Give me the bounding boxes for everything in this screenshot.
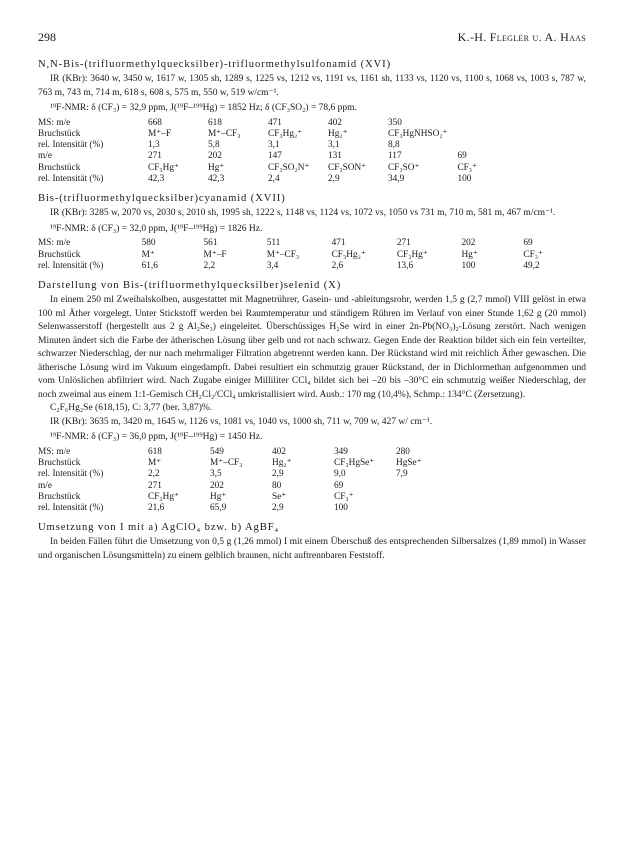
nmr-data: ¹⁹F-NMR: δ (CF₃) = 32,0 ppm, J(¹⁹F–¹⁹⁹Hg) = 1826 Hz.	[50, 223, 263, 234]
ms-cell: M⁺	[141, 249, 155, 260]
ms-cell: 3,1	[268, 140, 280, 151]
ms-cell: 69	[334, 480, 344, 491]
nmr-data: ¹⁹F-NMR: δ (CF₃) = 32,9 ppm, J(¹⁹F–¹⁹⁹Hg) = 1852 Hz; δ (CF₃SO₂) = 78,6 ppm.	[50, 103, 357, 113]
ms-cell: 402	[272, 446, 286, 457]
ms-cell: CF₃SO₂N⁺	[268, 162, 310, 173]
section-x	[38, 280, 586, 514]
section-silver-salts	[38, 522, 586, 563]
ms-cell: CF₃SON⁺	[328, 162, 367, 173]
ms-table	[38, 238, 586, 272]
ir-data: IR (KBr): 3635 m, 3420 m, 1645 w, 1126 vs, 1081 vs, 1040 vs, 1000 sh, 711 w, 709 w, 427 w/ cm⁻¹.	[50, 416, 433, 427]
ms-cell: 349	[334, 446, 348, 457]
ms-cell	[396, 492, 458, 503]
ms-row-label: rel. Intensität (%)	[38, 469, 104, 480]
section-xvii	[38, 193, 586, 272]
ir-data: IR (KBr): 3640 w, 3450 w, 1617 w, 1305 sh, 1289 s, 1225 vs, 1212 vs, 1191 vs, 1161 sh, 1133 vs, 1120 vs, 1100 s, 1068 vs, 1003 s, 787 w, 763 m, 743 m, 714 m, 618 s, 608 s, 575 m, 550 w, 519 w/cm⁻¹.	[38, 74, 586, 98]
ms-row	[38, 163, 517, 174]
ms-row-label: rel. Intensität (%)	[38, 260, 104, 271]
ms-row	[38, 238, 586, 249]
ms-cell: 471	[331, 238, 346, 249]
ms-cell: 402	[328, 117, 342, 128]
ms-cell: 271	[396, 238, 411, 249]
ms-cell: M⁺–F	[203, 249, 227, 260]
ms-cell: Hg₂⁺	[272, 457, 292, 468]
ms-cell: 511	[266, 238, 281, 249]
ms-row	[38, 118, 517, 129]
ms-cell: M⁺–F	[148, 128, 171, 139]
ms-cell: 34,9	[388, 173, 405, 184]
ms-cell: 2,4	[268, 173, 280, 184]
ms-cell: 131	[328, 151, 342, 162]
ms-row	[38, 503, 458, 514]
ms-cell: 49,2	[523, 260, 540, 271]
ms-row-label: Bruchstück	[38, 457, 81, 468]
ms-cell: M⁺	[148, 457, 162, 468]
ms-row-label: rel. Intensität (%)	[38, 140, 104, 151]
page-number: 298	[38, 30, 56, 44]
ms-row	[38, 250, 586, 261]
ms-cell: M⁺–CF₃	[266, 249, 300, 260]
ms-cell: 61,6	[141, 260, 158, 271]
ms-cell: CF₃⁺	[334, 491, 354, 502]
ms-cell: 8,8	[388, 140, 400, 151]
ms-cell: CF₃⁺	[523, 249, 543, 260]
ms-row	[38, 129, 517, 140]
ms-row-label: rel. Intensität (%)	[38, 503, 104, 514]
ms-cell: 100	[334, 503, 348, 514]
ms-cell: 2,9	[272, 503, 284, 514]
ms-cell: Hg⁺	[208, 162, 225, 173]
ms-row	[38, 492, 458, 503]
ms-cell: CF₃Hg⁺	[148, 162, 179, 173]
ms-cell: CF₃Hg⁺	[148, 491, 179, 502]
ms-cell: 202	[210, 480, 224, 491]
reaction-paragraph: In beiden Fällen führt die Umsetzung von 0,5 g (1,26 mmol) I mit einem Überschuß des entsprechenden Silbersalzes (1,89 mmol) in Wasser und organischen Lösungsmitteln) zu einem gelblich braunen, nicht auftrennbaren Feststoff.	[38, 537, 586, 561]
ms-cell: 9,0	[334, 469, 346, 480]
ms-cell: CF₃HgSe⁺	[334, 457, 375, 468]
ms-row-label: Bruchstück	[38, 249, 81, 260]
ms-cell: 65,9	[210, 503, 227, 514]
ms-cell: 580	[141, 238, 156, 249]
ms-cell: 3,5	[210, 469, 222, 480]
ir-data: IR (KBr): 3285 w, 2070 vs, 2030 s, 2010 sh, 1995 sh, 1222 s, 1148 vs, 1124 vs, 1072 vs, 1050 vs 731 m, 710 m, 581 m, 467 m/cm⁻¹.	[50, 208, 556, 219]
ms-cell: 3,1	[328, 140, 340, 151]
ms-row-label: MS: m/e	[38, 446, 71, 457]
ms-cell: CF₃Hg₂⁺	[268, 128, 303, 139]
ms-cell: CF₃Hg₂⁺	[331, 249, 366, 260]
ms-cell: 549	[210, 446, 224, 457]
procedure-paragraph: In einem 250 ml Zweihalskolben, ausgestattet mit Magnetrührer, Gasein- und -ableitungsrohr, werden 1,5 g (2,7 mmol) VIII gelöst in etwa 100 ml Äther vorgelegt. Unter Stickstoff werden bei Raumtemperatur und ständigem Rühren im Verlauf von einer Stunde 1,62 g (20 mmol) Selenwasserstoff (hergestellt aus 2 g Al₂Se₃) eingeleitet. Überschüssiges H₂Se wird in einer 2n-Pb(NO₃)₂-Lösung zerstört. Nach wenigen Minuten ändert sich die Farbe der ätherischen Lösung über gelb und rot nach schwarz. Gegen Ende der Reaktion bildet sich ein fein verteilter, schwarzer Niederschlag, der nur nach mehrmaliger Filtration abgetrennt werden kann. Der Rückstand wird mit reichlich Äther gewaschen. Die ätherische Lösung wird im Vakuum eingedampft. Dabei resultiert ein schmutzig grauer Rückstand, der in Dichlormethan aufgenommen und vom Unlöslichen abfiltriert wird. Nach Zugabe einiger Milliliter CCl₄ bildet sich bei –20 bis –30°C ein schmutzig weißer Niederschlag, der noch zweimal aus einem 1:1-Gemisch CH₂Cl₂/CCl₄ umkristallisiert wird. Ausb.: 170 mg (10,4%), Schmp.: 134°C (Zersetzung).	[38, 295, 586, 400]
ms-row-label: Bruchstück	[38, 491, 81, 502]
ms-cell: 618	[208, 117, 222, 128]
ms-cell: 2,2	[148, 469, 160, 480]
ms-cell: Hg⁺	[210, 491, 227, 502]
ms-row-label: MS: m/e	[38, 117, 71, 128]
ms-row-label: rel. Intensität (%)	[38, 173, 104, 184]
ms-row	[38, 458, 458, 469]
ms-row	[38, 481, 458, 492]
ms-cell	[396, 481, 458, 492]
ms-row	[38, 174, 517, 185]
ms-row-label: Bruchstück	[38, 128, 81, 139]
ms-cell: Se⁺	[272, 491, 287, 502]
ms-cell: 3,4	[266, 260, 279, 271]
ms-cell: 5,8	[208, 140, 220, 151]
ms-row-label: m/e	[38, 151, 52, 162]
section-title: Bis-(trifluormethylquecksilber)cyanamid (XVII)	[38, 193, 286, 205]
ms-cell: Hg₂⁺	[328, 128, 348, 139]
ms-cell: CF₃HgNHSO₂⁺	[388, 128, 448, 139]
ms-table	[38, 118, 517, 186]
ms-cell: 2,6	[331, 260, 344, 271]
ms-cell: 42,3	[148, 173, 165, 184]
ms-cell: 100	[457, 173, 472, 184]
section-xvi	[38, 59, 586, 185]
ms-cell: 561	[203, 238, 218, 249]
ms-cell	[457, 129, 517, 140]
ms-cell: M⁺–CF₃	[208, 128, 241, 139]
ms-cell: 202	[208, 151, 222, 162]
ms-cell: 471	[268, 117, 282, 128]
section-title: Darstellung von Bis-(trifluormethylquecksilber)selenid (X)	[38, 280, 342, 292]
running-authors: K.-H. Flegler u. A. Haas	[457, 30, 586, 44]
ms-row-label: Bruchstück	[38, 162, 81, 173]
ms-cell: 280	[396, 446, 410, 457]
ms-cell: M⁺–CF₃	[210, 457, 243, 468]
ms-row	[38, 447, 458, 458]
ms-cell: 202	[461, 238, 476, 249]
ms-row-label: m/e	[38, 480, 52, 491]
ms-cell: 21,6	[148, 503, 165, 514]
ms-cell: 80	[272, 480, 282, 491]
ms-cell: 668	[148, 117, 162, 128]
ms-cell: HgSe⁺	[396, 457, 422, 468]
nmr-data: ¹⁹F-NMR: δ (CF₃) = 36,0 ppm, J(¹⁹F–¹⁹⁹Hg) = 1450 Hz.	[50, 432, 263, 443]
ms-cell: Hg⁺	[461, 249, 478, 260]
ms-row	[38, 151, 517, 162]
ms-cell: 350	[388, 117, 402, 128]
ms-table	[38, 447, 458, 515]
ms-cell: 271	[148, 480, 162, 491]
ms-cell	[457, 140, 517, 151]
ms-row	[38, 469, 458, 480]
ms-row	[38, 261, 586, 272]
section-title: Umsetzung von I mit a) AgClO₄ bzw. b) AgBF₄	[38, 522, 280, 534]
ms-row-label: MS: m/e	[38, 238, 71, 249]
ms-cell: 2,2	[203, 260, 216, 271]
ms-cell: 271	[148, 151, 162, 162]
ms-cell: 69	[523, 238, 533, 249]
ms-cell: 2,9	[272, 469, 284, 480]
ms-cell: 618	[148, 446, 162, 457]
ms-cell: CF₃Hg⁺	[396, 249, 428, 260]
ms-cell: 7,9	[396, 469, 408, 480]
ms-cell: CF₃SO⁺	[388, 162, 420, 173]
elemental-analysis: C₂F₆Hg₂Se (618,15), C: 3,77 (ber. 3,87)%.	[50, 403, 213, 414]
ms-cell: 13,6	[396, 260, 414, 271]
ms-cell: 147	[268, 151, 282, 162]
ms-row	[38, 140, 517, 151]
ms-cell: 69	[457, 151, 467, 162]
ms-cell: 2,9	[328, 173, 340, 184]
page-header	[38, 30, 586, 45]
ms-cell	[396, 503, 458, 514]
section-title: N,N-Bis-(trifluormethylquecksilber)-trifluormethylsulfonamid (XVI)	[38, 59, 392, 70]
ms-cell: 1,3	[148, 140, 160, 151]
ms-cell: CF₃⁺	[457, 162, 477, 173]
ms-cell: 42,3	[208, 173, 225, 184]
ms-cell: 117	[388, 151, 402, 162]
ms-cell: 100	[461, 260, 476, 271]
ms-cell	[457, 118, 517, 129]
